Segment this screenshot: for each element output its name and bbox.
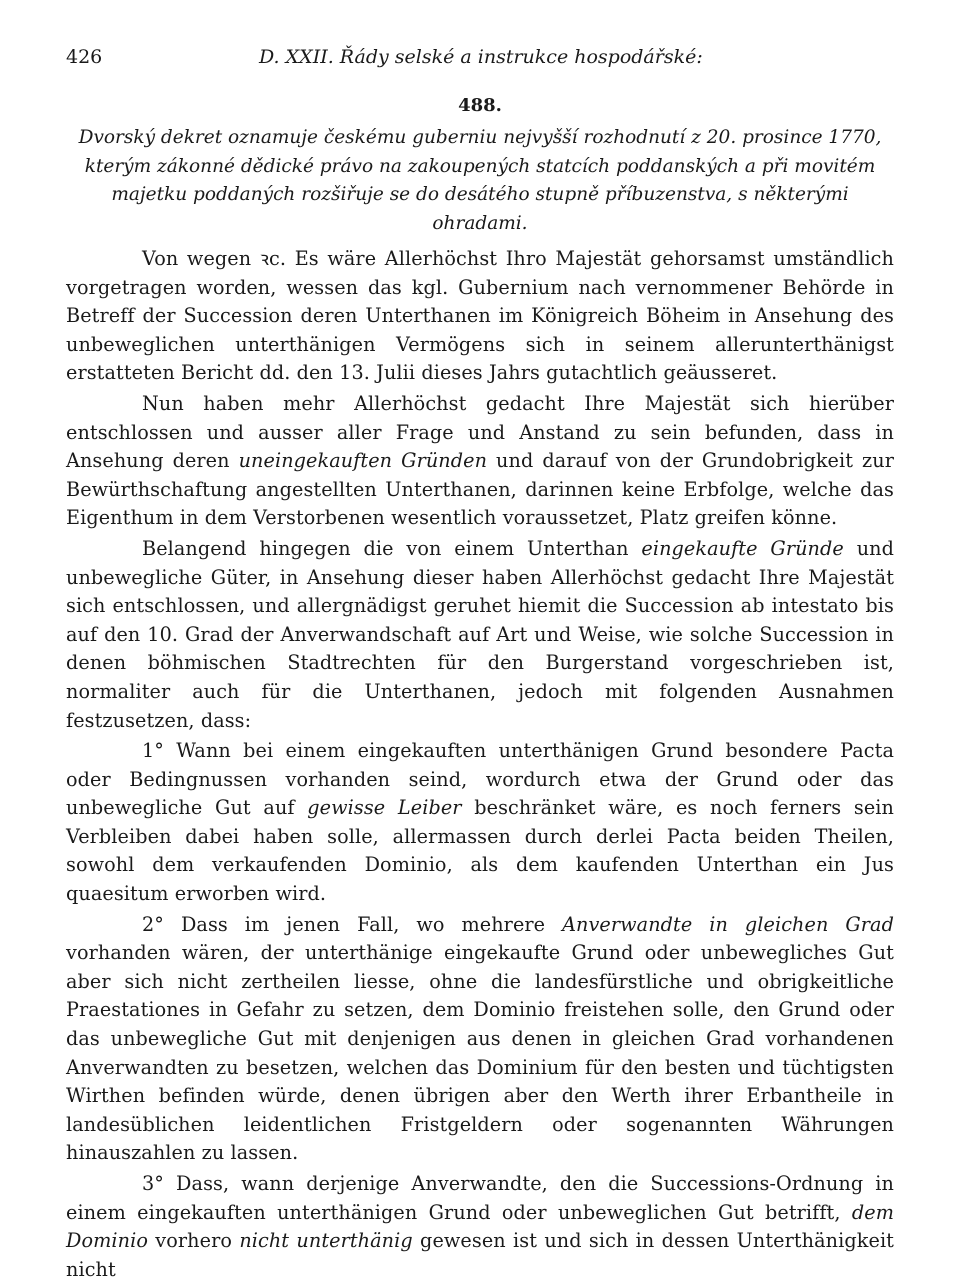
paragraph-item-3 xyxy=(66,1170,894,1284)
document-number: 488. xyxy=(458,95,502,116)
page-header xyxy=(66,40,894,74)
page-number: 426 xyxy=(66,46,103,68)
paragraph-2-text-a: Nun haben mehr Allerhöchst gedacht Ihre Majestät sich hierüber entschlossen und ausser aller Frage und Anstand zu sein befunden, dass in Ansehung deren xyxy=(66,391,894,473)
paragraph-2 xyxy=(66,390,894,533)
paragraph-3-emphasis: eingekaufte Gründe xyxy=(641,536,844,560)
paragraph-2-emphasis: uneingekauften Gründen xyxy=(238,449,488,473)
item-3-emphasis-2: nicht unterthänig xyxy=(239,1229,413,1253)
document-page xyxy=(66,40,894,1284)
item-2-emphasis: Anverwandte in gleichen Grad xyxy=(562,912,894,936)
document-body xyxy=(66,245,894,1284)
item-1-emphasis: gewisse Leiber xyxy=(307,796,462,820)
item-3-emphasis-1: dem Dominio xyxy=(66,1200,894,1253)
item-2-text-a: 2° Dass im jenen Fall, wo mehrere xyxy=(142,912,563,936)
item-3-text-mid: vorhero xyxy=(148,1229,240,1253)
item-3-text-b: gewesen ist und sich in dessen Unterthänigkeit nicht xyxy=(66,1229,894,1281)
item-3-text-a: 3° Dass, wann derjenige Anverwandte, den die Successions-Ordnung in einem eingekauften unterthänigen Grund oder unbeweglichen Gut betrifft, xyxy=(66,1172,894,1224)
item-2-text-b: vorhanden wären, der unterthänige eingekaufte Grund oder unbewegliches Gut aber sich nicht zertheilen liesse, ohne die landesfürstliche und obrigkeitliche Praestationes in Gefahr zu setzen, dem Dominio freistehen solle, den Grund oder das unbewegliche Gut mit denjenigen aus denen in gleichen Grad vorhandenen Anverwandten zu besetzen, welchen das Dominium für den besten und tüchtigsten Wirthen befinden würde, denen übrigen aber den Werth ihrer Erbantheile in landesüblichen leidentlichen Fristgeldern oder sogenannten Währungen hinauszahlen zu lassen. xyxy=(66,941,894,1165)
running-head: D. XXII. Řády selské a instrukce hospodářské: xyxy=(259,46,703,68)
paragraph-item-1 xyxy=(66,737,894,909)
paragraph-item-2 xyxy=(66,911,894,1168)
paragraph-3-text-a: Belangend hingegen die von einem Unterthan xyxy=(142,536,642,560)
paragraph-2-text-b: und darauf von der Grundobrigkeit zur Bewürthschaftung angestellten Unterthanen, darinnen keine Erbfolge, welche das Eigenthum in dem Verstorbenen wesentlich voraussetzet, Platz greifen könne. xyxy=(66,449,894,530)
item-1-text-a: 1° Wann bei einem eingekauften unterthänigen Grund besondere Pacta oder Bedingnussen vorhanden seind, wordurch etwa der Grund oder das unbewegliche Gut auf xyxy=(66,739,894,820)
document-summary: Dvorský dekret oznamuje českému guberniu nejvyšší rozhodnutí z 20. prosince 1770, kterým zákonné dědické právo na zakoupených statcích poddanských a při movitém majetku poddaných rozšiřuje se do desátého stupně příbuzenstva, s některými ohradami. xyxy=(78,127,882,234)
paragraph-1: Von wegen ꝛc. Es wäre Allerhöchst Ihro Majestät gehorsamst umständlich vorgetragen worden, wessen das kgl. Gubernium nach vernommener Behörde in Betreff der Succession deren Unterthanen im Königreich Böheim in Ansehung des unbeweglichen unterthänigen Vermögens sich in seinem allerunterthänigst erstatteten Bericht dd. den 13. Julii dieses Jahrs gutachtlich geäusseret. xyxy=(66,247,894,385)
item-1-text-b: beschränket wäre, es noch ferners sein Verbleiben dabei haben solle, allermassen durch derlei Pacta beiden Theilen, sowohl dem verkaufenden Dominio, als dem kaufenden Unterthan ein Jus quaesitum erworben wird. xyxy=(66,796,894,906)
paragraph-3 xyxy=(66,535,894,735)
paragraph-3-text-b: und unbewegliche Güter, in Ansehung dieser haben Allerhöchst gedacht Ihre Majestät sich entschlossen, und allergnädigst geruhet hiemit die Succession ab intestato bis auf den 10. Grad der Anverwandschaft auf Art und Weise, wie solche Succession in denen böhmischen Stadtrechten für den Burgerstand vorgeschrieben ist, normaliter auch für die Unterthanen, jedoch mit folgenden Ausnahmen festzusetzen, dass: xyxy=(66,536,894,732)
